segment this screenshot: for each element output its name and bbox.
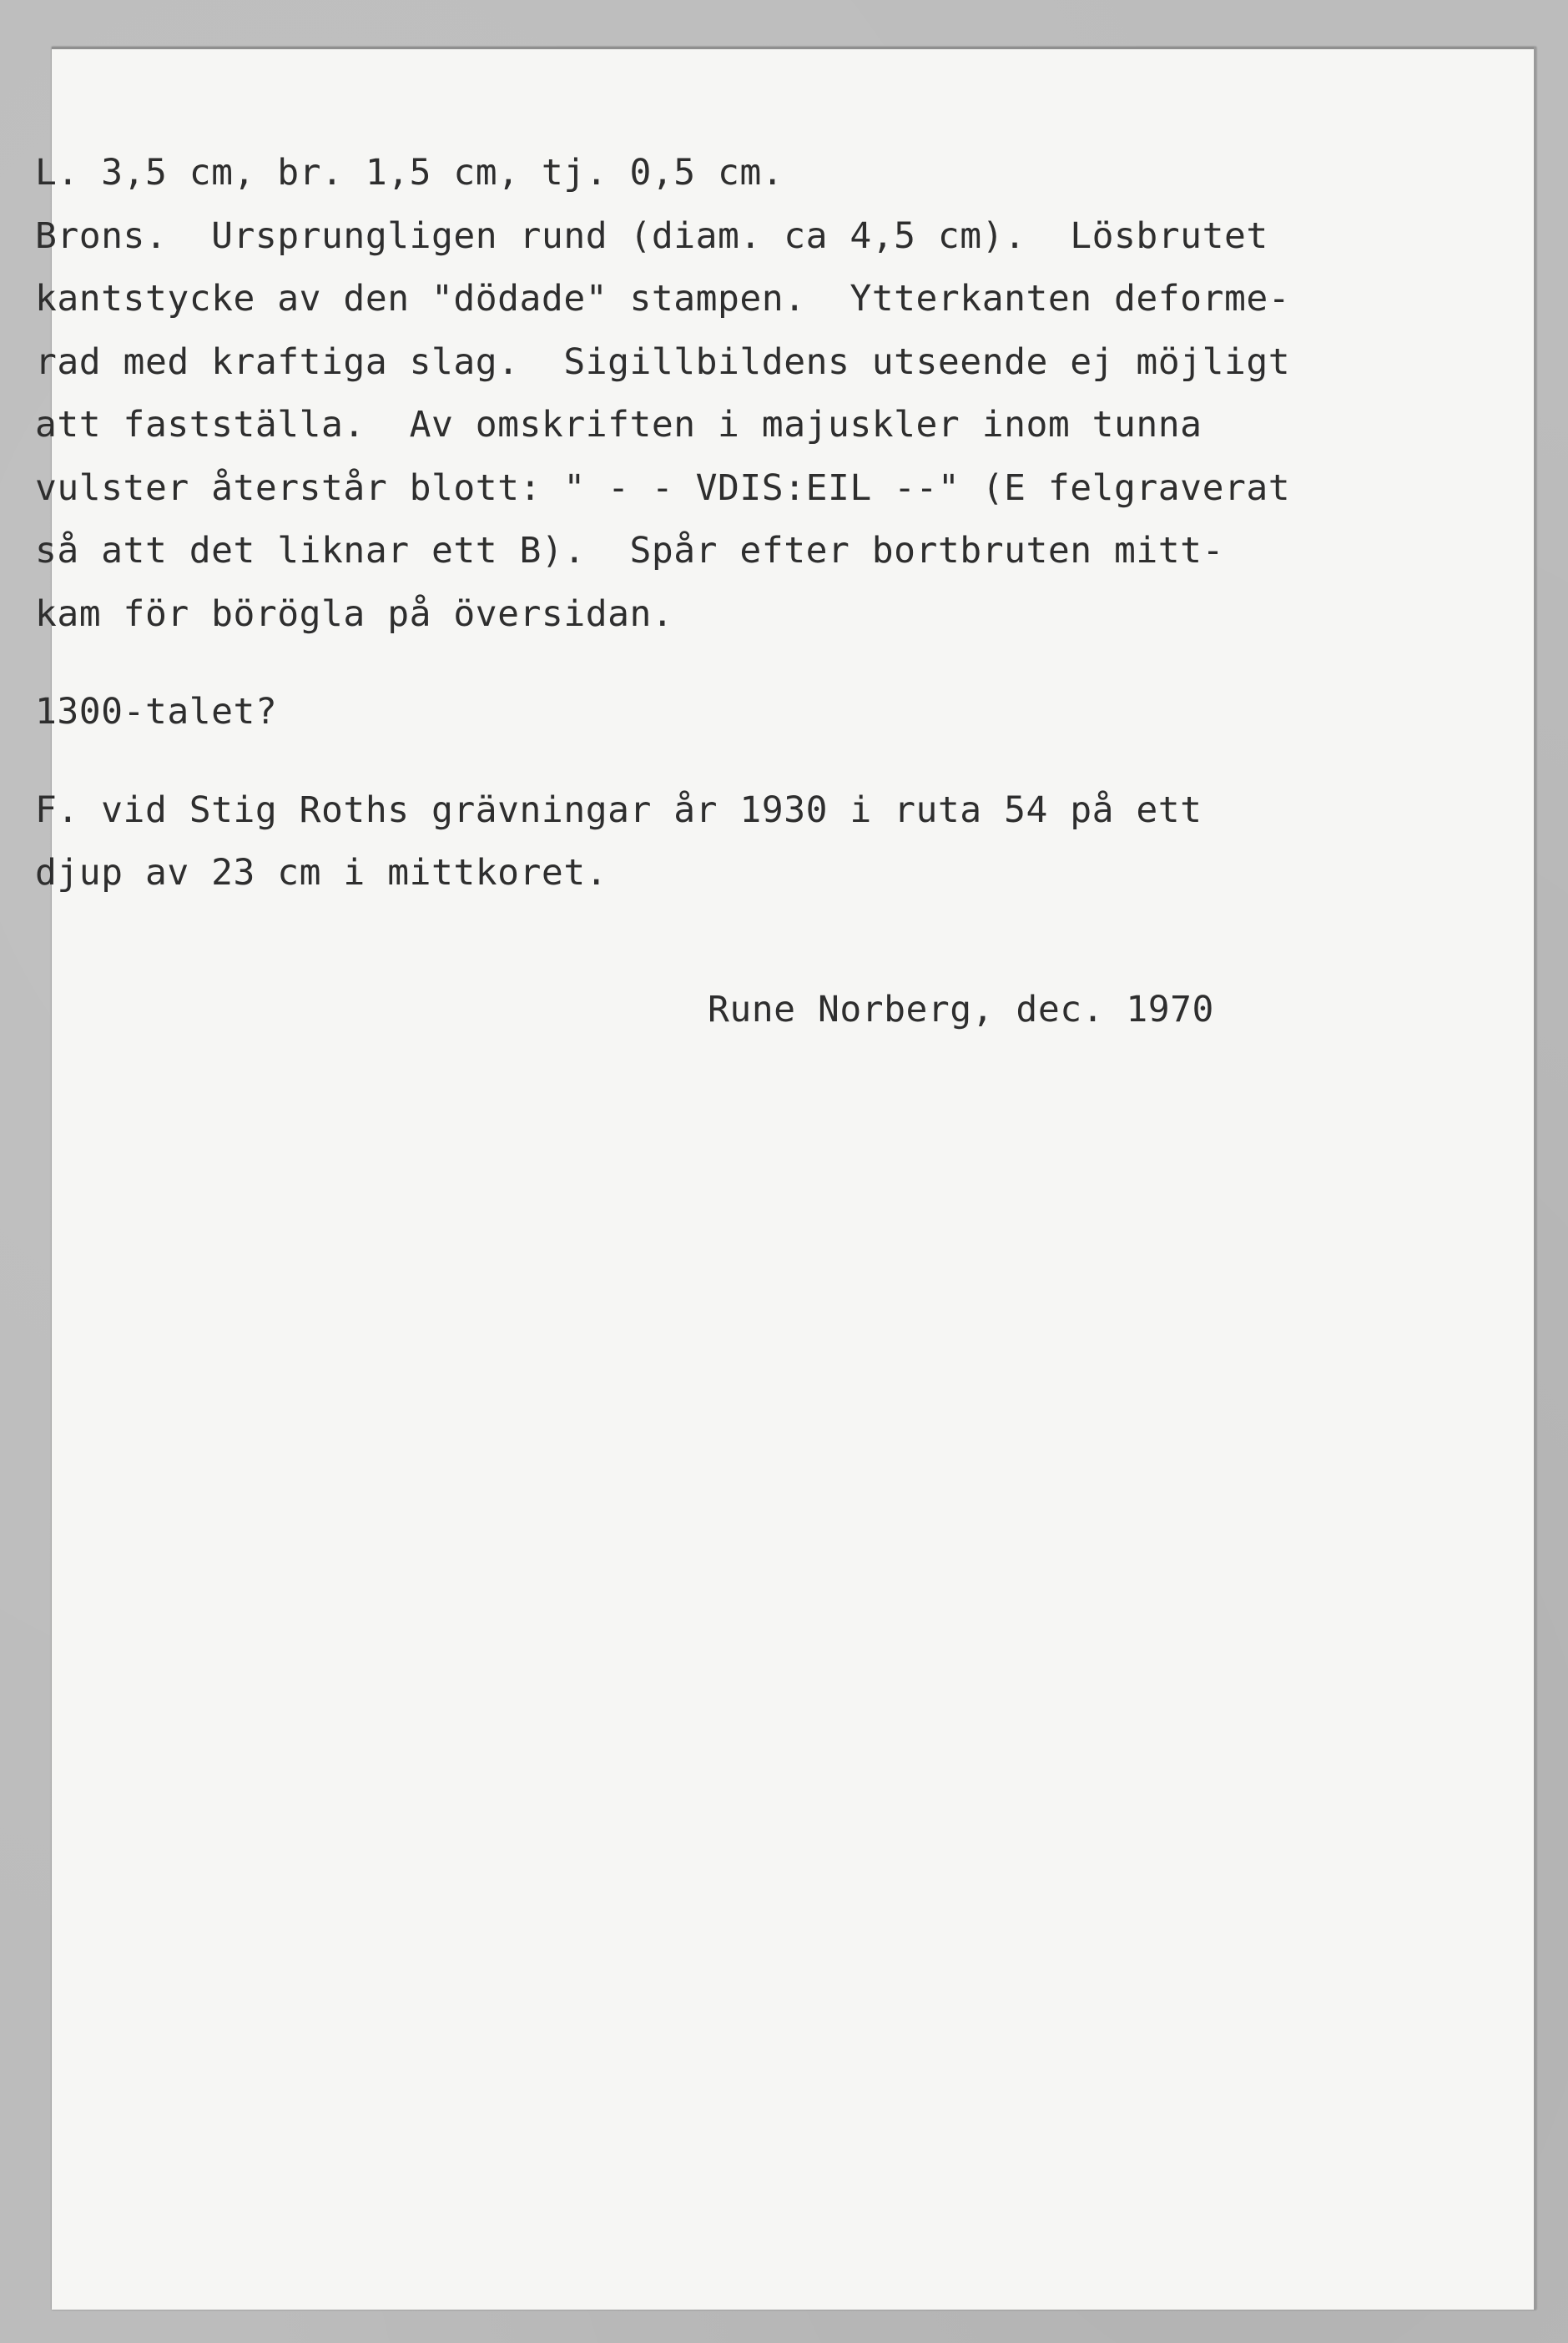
measurements-line: L. 3,5 cm, br. 1,5 cm, tj. 0,5 cm. — [35, 152, 784, 194]
description-line-2: kantstycke av den "dödade" stampen. Ytterkanten deforme- — [35, 278, 1291, 320]
description-line-5: vulster återstår blott: " - - VDIS:EIL --" (E felgraverat — [35, 466, 1291, 509]
find-line-2: djup av 23 cm i mittkoret. — [35, 852, 608, 894]
description-line-7: kam för börögla på översidan. — [35, 592, 674, 635]
description-line-3: rad med kraftiga slag. Sigillbildens utseende ej möjligt — [35, 340, 1291, 383]
paragraph-gap — [35, 744, 1470, 779]
description-line-1: Brons. Ursprungligen rund (diam. ca 4,5 cm). Lösbrutet — [35, 214, 1268, 257]
card-edge — [52, 47, 1534, 49]
dating-line: 1300-talet? — [35, 691, 278, 733]
description-line-4: att fastställa. Av omskriften i majuskler inom tunna — [35, 404, 1202, 446]
description-line-6: så att det liknar ett B). Spår efter bortbruten mitt- — [35, 530, 1224, 572]
paragraph-gap — [35, 646, 1470, 681]
card-text — [35, 142, 1470, 905]
find-line-1: F. vid Stig Roths grävningar år 1930 i ruta 54 på ett — [35, 789, 1202, 831]
signature: Rune Norberg, dec. 1970 — [708, 989, 1214, 1030]
